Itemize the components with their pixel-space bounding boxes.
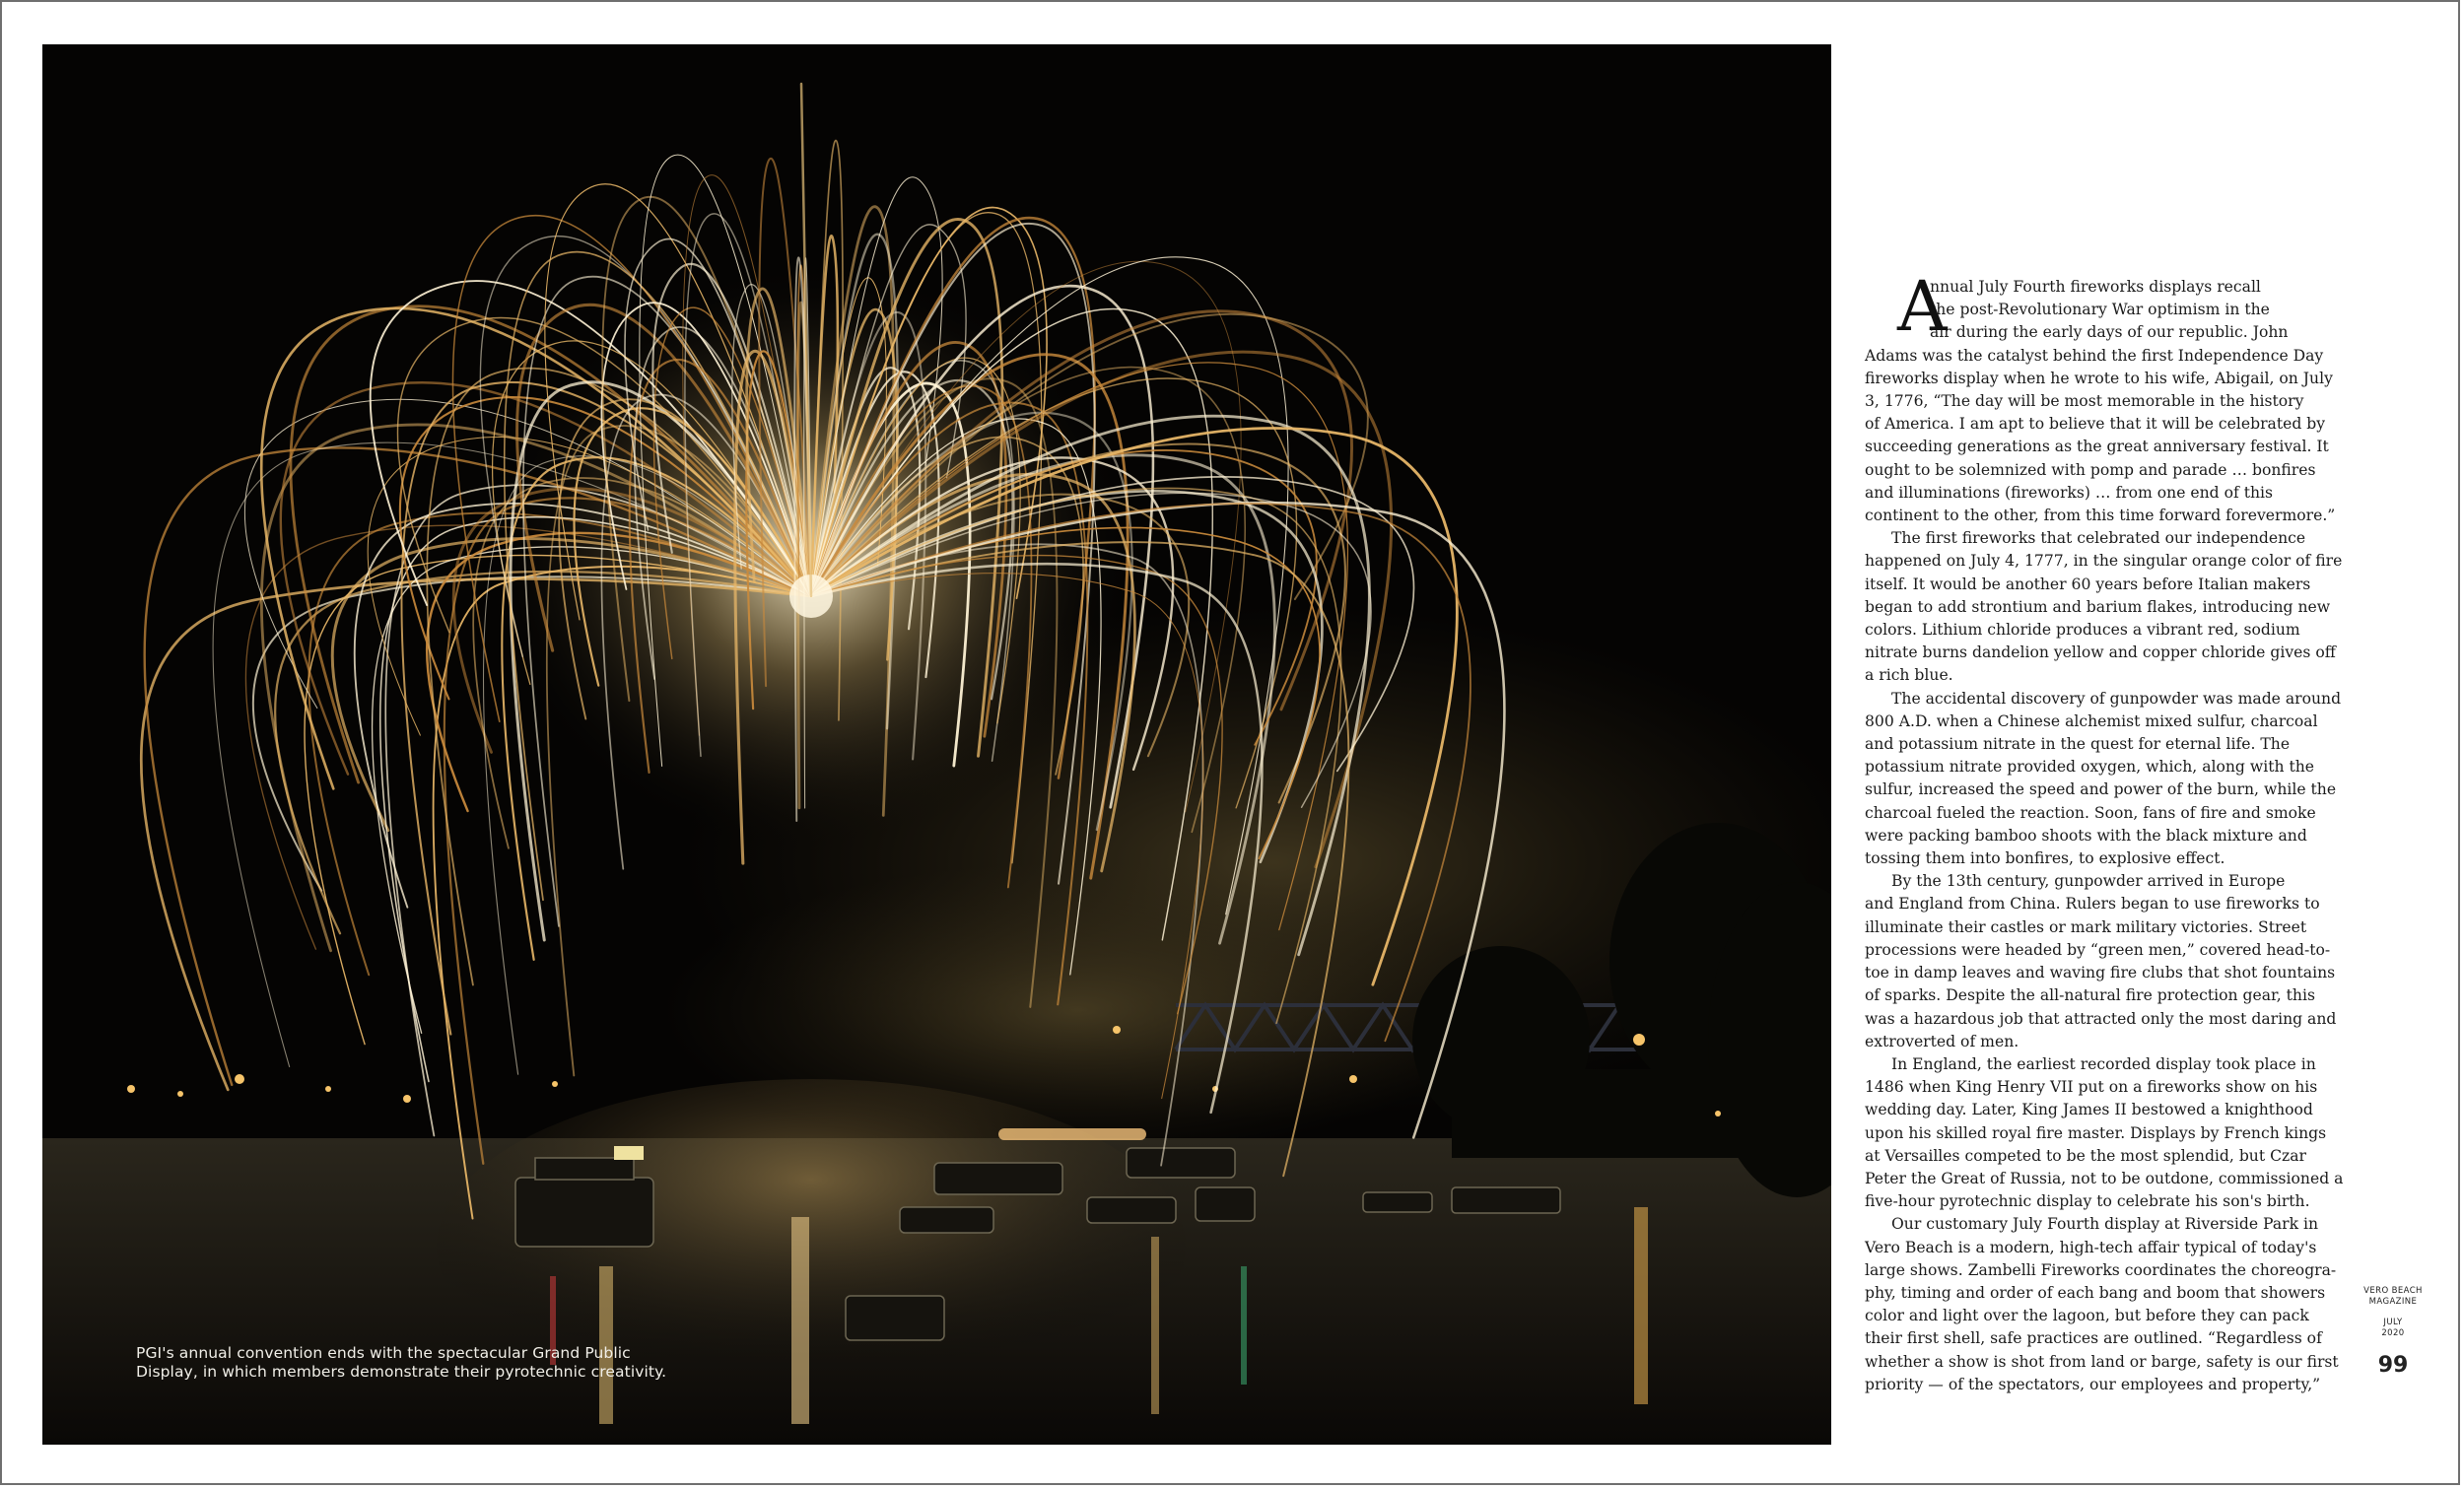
article-body [1865,266,2348,1396]
magazine-name-line2: MAGAZINE [2368,1297,2418,1307]
magazine-name: VERO BEACH [2363,1286,2423,1296]
article-line: their first shell, safe practices are outlined. “Regardless of [1865,1329,2322,1348]
page-number: 99 [2377,1353,2409,1378]
article-line: a rich blue. [1865,666,1953,685]
article-line: priority — of the spectators, our employees and property,” [1865,1375,2321,1393]
article-line: at Versailles competed to be the most splendid, but Czar [1865,1146,2306,1165]
article-line: and potassium nitrate in the quest for eternal life. The [1865,735,2291,754]
article-line: tossing them into bonfires, to explosive effect. [1865,849,2225,868]
article-line: 3, 1776, “The day will be most memorable in the history [1865,392,2304,411]
article-line: nitrate burns dandelion yellow and copper chloride gives off [1865,643,2336,662]
article-line: Vero Beach is a modern, high-tech affair typical of today's [1865,1238,2317,1256]
article-line: and illuminations (fireworks) … from one end of this [1865,483,2274,502]
article-line: phy, timing and order of each bang and boom that showers [1865,1283,2326,1302]
article-line: began to add strontium and barium flakes, introducing new [1865,597,2331,616]
article-line: the post-Revolutionary War optimism in the [1930,301,2270,319]
issue-year: 2020 [2381,1328,2405,1338]
article-line: was a hazardous job that attracted only the most daring and [1865,1009,2337,1028]
article-line: extroverted of men. [1865,1032,2019,1050]
article-line: The accidental discovery of gunpowder was made around [1891,689,2342,708]
article-line: itself. It would be another 60 years before Italian makers [1865,575,2311,593]
drop-cap: A [1897,266,1948,347]
article-line: fireworks display when he wrote to his wife, Abigail, on July [1865,369,2333,387]
fireworks-photo [42,44,1831,1445]
page-folio [2354,1286,2432,1378]
article-line: processions were headed by “green men,” covered head-to- [1865,940,2331,959]
article-line: Our customary July Fourth display at Riverside Park in [1891,1215,2319,1234]
photo-caption [136,1344,747,1382]
article-line: and England from China. Rulers began to use fireworks to [1865,895,2320,914]
article-line: By the 13th century, gunpowder arrived in Europe [1891,872,2286,891]
article-line: potassium nitrate provided oxygen, which, along with the [1865,758,2315,777]
article-line: were packing bamboo shoots with the black mixture and [1865,826,2307,845]
article-line: 1486 when King Henry VII put on a fireworks show on his [1865,1078,2318,1097]
article-line: happened on July 4, 1777, in the singular orange color of fire [1865,552,2343,571]
article-line: sulfur, increased the speed and power of the burn, while the [1865,780,2337,799]
article-line: toe in damp leaves and waving fire clubs that shot fountains [1865,964,2336,982]
article-line: charcoal fueled the reaction. Soon, fans of fire and smoke [1865,803,2316,822]
article-line: colors. Lithium chloride produces a vibrant red, sodium [1865,621,2300,640]
article-line: succeeding generations as the great anniversary festival. It [1865,438,2329,456]
article-line: color and light over the lagoon, but before they can pack [1865,1307,2309,1325]
article-line: whether a show is shot from land or barge, safety is our first [1865,1352,2339,1371]
article-line: The first fireworks that celebrated our independence [1891,529,2306,548]
article-line: 800 A.D. when a Chinese alchemist mixed sulfur, charcoal [1865,711,2318,730]
article-line: large shows. Zambelli Fireworks coordinates the choreogra- [1865,1260,2337,1279]
article-line: air during the early days of our republic. John [1930,323,2289,342]
article-line: Peter the Great of Russia, not to be outdone, commissioned a [1865,1169,2344,1187]
article-column [1865,266,2348,1396]
article-line: of America. I am apt to believe that it will be celebrated by [1865,415,2326,434]
article-line: In England, the earliest recorded display took place in [1891,1054,2316,1073]
article-line: of sparks. Despite the all-natural fire protection gear, this [1865,986,2315,1005]
article-line: nnual July Fourth fireworks displays recall [1930,278,2261,296]
article-line: Adams was the catalyst behind the first Independence Day [1865,346,2324,365]
article-line: continent to the other, from this time forward forevermore.” [1865,507,2336,525]
article-line: five-hour pyrotechnic display to celebrate his son's birth. [1865,1192,2310,1211]
article-line: wedding day. Later, King James II bestowed a knighthood [1865,1101,2313,1119]
article-line: upon his skilled royal fire master. Displays by French kings [1865,1123,2327,1142]
fireworks-illustration [42,44,1831,1445]
caption-line: Display, in which members demonstrate their pyrotechnic creativity. [136,1363,667,1381]
article-line: illuminate their castles or mark military victories. Street [1865,917,2307,936]
caption-line: PGI's annual convention ends with the spectacular Grand Public [136,1344,631,1362]
issue-month: JULY [2383,1318,2403,1327]
article-line: ought to be solemnized with pomp and parade … bonfires [1865,460,2316,479]
